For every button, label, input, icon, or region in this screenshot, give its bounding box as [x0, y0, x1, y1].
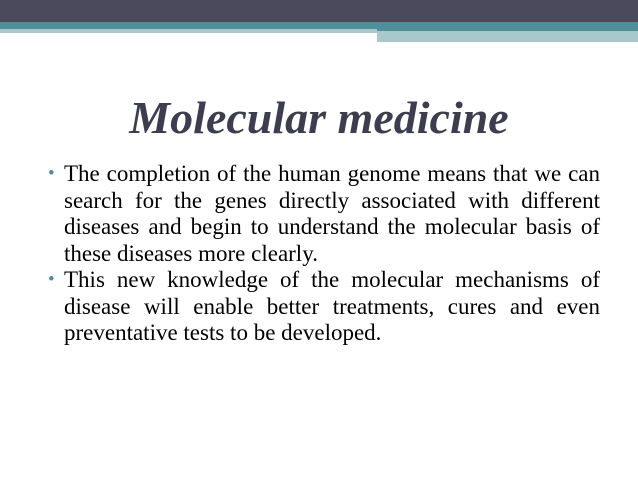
header-dark-band: [0, 0, 638, 22]
bullet-text: This new knowledge of the molecular mechanisms of disease will enable better treatments, cures and even preventative tests to be developed.: [64, 267, 600, 345]
header-right-edge-line: [377, 29, 638, 31]
header-left-light-strip: [0, 29, 377, 33]
bullet-marker-icon: •: [48, 163, 55, 184]
bullet-item-genome: [48, 161, 600, 267]
bullet-list: [48, 161, 600, 347]
bullet-marker-icon: •: [48, 269, 55, 290]
bullet-text: The completion of the human genome means that we can search for the genes directly associated with different diseases and begin to understand the molecular basis of these diseases more clearly.: [64, 161, 600, 266]
slide-title: Molecular medicine: [129, 92, 509, 143]
header-teal-band: [0, 22, 638, 29]
bullet-item-mechanisms: [48, 267, 600, 347]
